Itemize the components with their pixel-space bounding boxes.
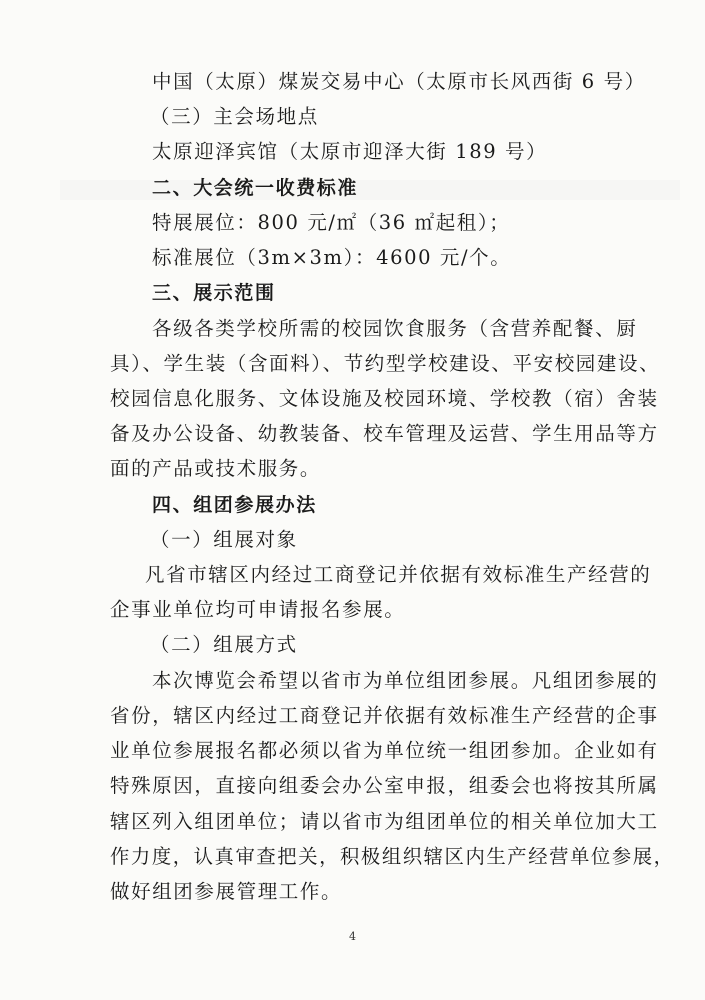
paragraph-line: 校园信息化服务、文体设施及校园环境、学校教（宿）舍装 [110,387,659,410]
paragraph-line: 具）、学生装（含面料）、节约型学校建设、平安校园建设、 [110,352,661,375]
paragraph-line: 面的产品或技术服务。 [110,457,322,480]
text-line: 标准展位（3m×3m）：4600 元/个。 [152,246,512,269]
paragraph-line: 备及办公设备、幼教装备、校车管理及运营、学生用品等方 [110,422,659,445]
section-heading: 四、组团参展办法 [152,494,317,516]
paragraph-line: 做好组团参展管理工作。 [110,880,343,903]
text-line: 太原迎泽宾馆（太原市迎泽大街 189 号） [152,140,548,163]
paragraph-line: 省份，辖区内经过工商登记并依据有效标准生产经营的企事 [110,704,659,727]
paragraph-line: 凡省市辖区内经过工商登记并依据有效标准生产经营的 [145,563,652,586]
subsection-heading: （三）主会场地点 [150,105,319,128]
text-line: 中国（太原）煤炭交易中心（太原市长风西街 6 号） [152,70,646,93]
paragraph-line: 本次博览会希望以省市为单位组团参展。凡组团参展的 [152,669,659,692]
section-heading: 二、大会统一收费标准 [152,177,359,199]
subsection-heading: （一）组展对象 [150,528,298,551]
section-heading: 三、展示范围 [152,282,276,304]
text-line: 特展展位：800 元/㎡（36 ㎡起租）； [152,211,511,234]
subsection-heading: （二）组展方式 [150,633,298,656]
paragraph-line: 业单位参展报名都必须以省为单位统一组团参加。企业如有 [110,739,659,762]
paragraph-line: 特殊原因，直接向组委会办公室申报，组委会也将按其所属 [110,774,659,797]
paragraph-line: 各级各类学校所需的校园饮食服务（含营养配餐、厨 [152,317,638,340]
paragraph-line: 辖区列入组团单位；请以省市为组团单位的相关单位加大工 [110,810,659,833]
paragraph-line: 作力度，认真审查把关，积极组织辖区内生产经营单位参展， [110,845,675,868]
page-number: 4 [349,930,356,943]
paragraph-line: 企事业单位均可申请报名参展。 [110,598,406,621]
